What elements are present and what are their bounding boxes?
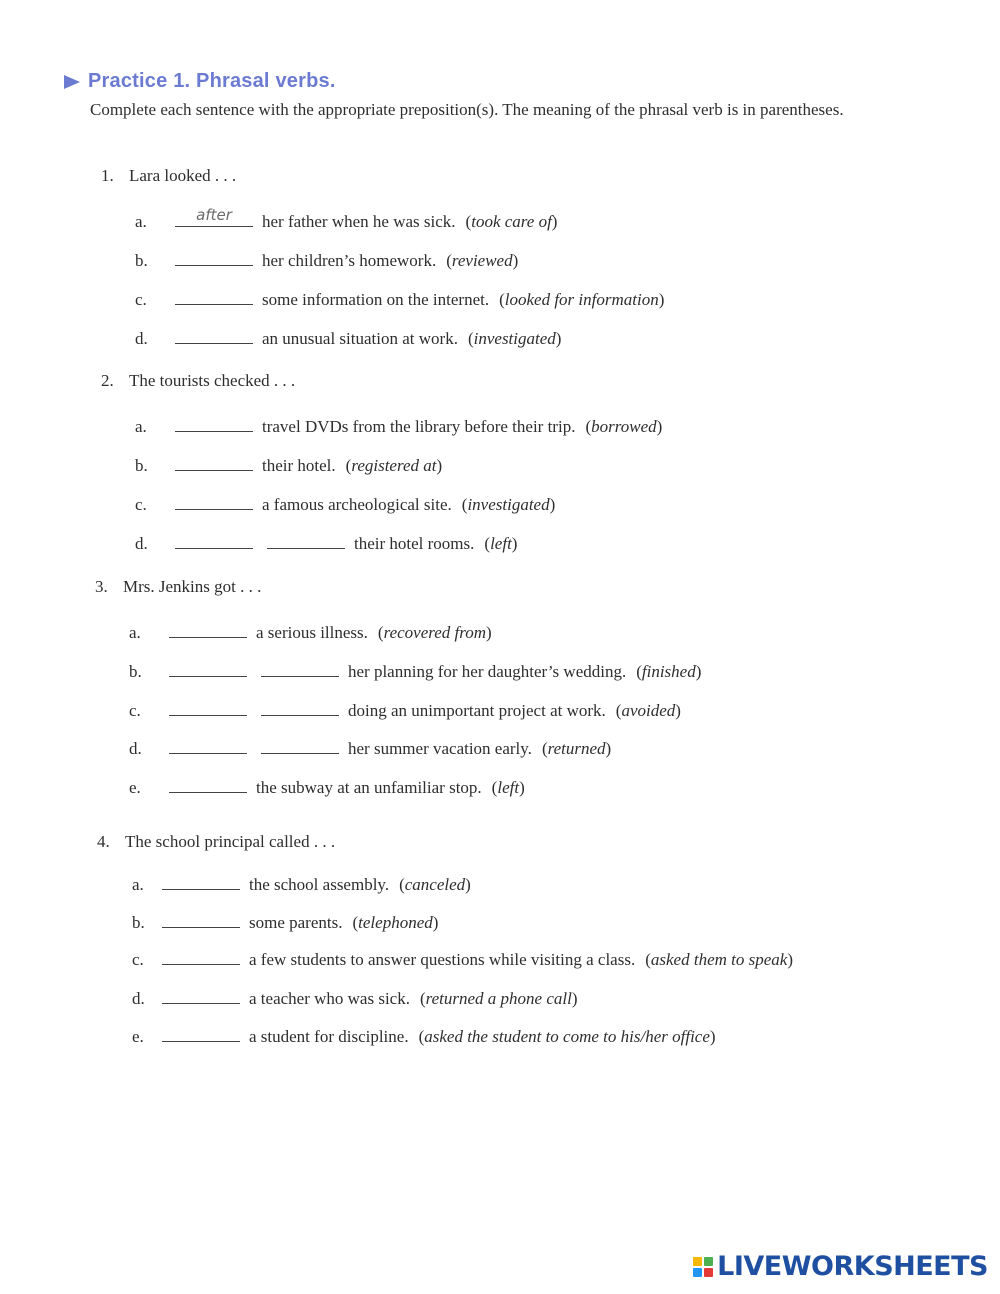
answer-blank[interactable] (169, 619, 247, 638)
item-meaning: (left) (484, 534, 518, 553)
meaning-text: asked them to speak (650, 950, 788, 969)
list-item (129, 658, 701, 682)
item-meaning: (finished) (636, 662, 702, 681)
meaning-text: canceled (404, 875, 466, 894)
worksheet-header (64, 70, 924, 120)
item-meaning: (looked for information) (499, 290, 665, 309)
meaning-text: registered at (351, 456, 437, 475)
liveworksheets-logo[interactable] (693, 1251, 988, 1282)
item-text: her children’s homework. (262, 251, 437, 270)
item-meaning: (took care of) (465, 212, 558, 231)
meaning-text: left (490, 534, 512, 553)
list-item (132, 1023, 716, 1047)
item-text: the subway at an unfamiliar stop. (256, 778, 482, 797)
logo-square (704, 1268, 713, 1277)
list-item (135, 491, 555, 515)
question-stem: The school principal called . . . (125, 832, 336, 851)
item-text: her planning for her daughter’s wedding. (348, 662, 627, 681)
list-item (135, 286, 664, 310)
list-item (129, 697, 681, 721)
item-text: a student for discipline. (249, 1027, 409, 1046)
answer-blank[interactable] (267, 530, 345, 549)
list-item (129, 735, 611, 759)
question-3-stem (95, 577, 261, 597)
item-meaning: (recovered from) (377, 623, 492, 642)
question-number: 2. (101, 371, 114, 390)
item-letter: a. (135, 212, 147, 231)
logo-square (693, 1257, 702, 1266)
item-meaning: (reviewed) (446, 251, 519, 270)
meaning-text: asked the student to come to his/her office (424, 1027, 710, 1046)
item-text: a famous archeological site. (262, 495, 452, 514)
list-item (135, 452, 442, 476)
triangle-arrow-icon (64, 75, 80, 89)
answer-blank[interactable] (175, 491, 253, 510)
meaning-text: telephoned (358, 913, 433, 932)
page-title: Practice 1. Phrasal verbs. (88, 70, 336, 92)
answer-blank[interactable] (175, 286, 253, 305)
list-item (135, 530, 517, 554)
meaning-text: reviewed (451, 251, 513, 270)
list-item (132, 946, 793, 970)
item-letter: c. (132, 950, 144, 969)
title-row (64, 70, 924, 93)
question-stem: Lara looked . . . (129, 166, 237, 185)
meaning-text: borrowed (591, 417, 657, 436)
item-text: a few students to answer questions while visiting a class. (249, 950, 636, 969)
answer-blank[interactable] (169, 697, 247, 716)
item-meaning: (telephoned) (352, 913, 439, 932)
item-letter: d. (135, 534, 148, 553)
answer-blank[interactable] (261, 735, 339, 754)
meaning-text: finished (641, 662, 696, 681)
item-letter: b. (135, 456, 148, 475)
meaning-text: avoided (621, 701, 676, 720)
list-item (132, 909, 438, 933)
item-text: the school assembly. (249, 875, 390, 894)
item-letter: c. (135, 495, 147, 514)
item-text: their hotel. (262, 456, 336, 475)
answer-blank[interactable] (175, 413, 253, 432)
item-letter: e. (129, 778, 141, 797)
item-meaning: (registered at) (345, 456, 443, 475)
answer-blank[interactable] (169, 735, 247, 754)
answer-blank[interactable] (162, 985, 240, 1004)
item-meaning: (investigated) (461, 495, 556, 514)
question-number: 1. (101, 166, 114, 185)
answer-blank[interactable] (175, 452, 253, 471)
question-2-stem (101, 371, 295, 391)
meaning-text: left (497, 778, 520, 797)
list-item (135, 325, 561, 349)
item-text: a teacher who was sick. (249, 989, 410, 1008)
answer-blank[interactable] (175, 530, 253, 549)
list-item (129, 619, 492, 643)
item-letter: d. (129, 739, 142, 758)
item-letter: b. (135, 251, 148, 270)
answer-blank[interactable] (175, 247, 253, 266)
item-letter: a. (129, 623, 141, 642)
meaning-text: took care of (471, 212, 552, 231)
item-letter: d. (132, 989, 145, 1008)
meaning-text: investigated (473, 329, 556, 348)
meaning-text: returned (547, 739, 606, 758)
item-letter: c. (129, 701, 141, 720)
item-text: her summer vacation early. (348, 739, 532, 758)
question-number: 3. (95, 577, 108, 596)
logo-square (704, 1257, 713, 1266)
meaning-text: recovered from (383, 623, 487, 642)
item-meaning: (avoided) (615, 701, 681, 720)
answer-blank[interactable] (261, 697, 339, 716)
question-stem: The tourists checked . . . (129, 371, 296, 390)
item-text: her father when he was sick. (262, 212, 456, 231)
item-text: doing an unimportant project at work. (348, 701, 606, 720)
item-text: a serious illness. (256, 623, 368, 642)
item-letter: e. (132, 1027, 144, 1046)
question-stem: Mrs. Jenkins got . . . (123, 577, 262, 596)
liveworksheets-logo-icon (693, 1257, 713, 1277)
question-1-stem (101, 166, 236, 186)
item-letter: b. (132, 913, 145, 932)
item-meaning: (asked them to speak) (645, 950, 793, 969)
item-letter: d. (135, 329, 148, 348)
list-item (135, 247, 518, 271)
meaning-text: returned a phone call (425, 989, 572, 1008)
item-meaning: (returned) (541, 739, 612, 758)
answer-blank[interactable] (162, 909, 240, 928)
list-item (132, 985, 578, 1009)
item-meaning: (returned a phone call) (419, 989, 578, 1008)
answer-blank[interactable] (169, 658, 247, 677)
item-meaning: (canceled) (399, 875, 471, 894)
question-4-stem (97, 832, 335, 852)
item-text: their hotel rooms. (354, 534, 475, 553)
item-letter: a. (132, 875, 144, 894)
answer-blank[interactable] (162, 1023, 240, 1042)
item-letter: a. (135, 417, 147, 436)
answer-blank[interactable] (162, 871, 240, 890)
question-number: 4. (97, 832, 110, 851)
item-letter: c. (135, 290, 147, 309)
answer-blank[interactable] (162, 946, 240, 965)
answer-text: after (196, 206, 232, 224)
item-meaning: (left) (491, 778, 525, 797)
item-letter: b. (129, 662, 142, 681)
list-item (132, 871, 471, 895)
item-text: some information on the internet. (262, 290, 490, 309)
logo-text: LIVEWORKSHEETS (717, 1251, 988, 1282)
logo-square (693, 1268, 702, 1277)
item-meaning: (investigated) (467, 329, 562, 348)
item-meaning: (borrowed) (585, 417, 663, 436)
answer-blank[interactable] (261, 658, 339, 677)
instructions: Complete each sentence with the appropriate preposition(s). The meaning of the phrasal verb is in parentheses. (90, 100, 844, 119)
list-item (129, 774, 525, 798)
item-text: some parents. (249, 913, 343, 932)
answer-blank[interactable] (175, 208, 253, 227)
meaning-text: investigated (467, 495, 550, 514)
list-item (135, 208, 557, 232)
answer-blank[interactable] (175, 325, 253, 344)
answer-blank[interactable] (169, 774, 247, 793)
item-meaning: (asked the student to come to his/her office) (418, 1027, 716, 1046)
item-text: an unusual situation at work. (262, 329, 458, 348)
item-text: travel DVDs from the library before their trip. (262, 417, 576, 436)
meaning-text: looked for information (504, 290, 659, 309)
list-item (135, 413, 662, 437)
